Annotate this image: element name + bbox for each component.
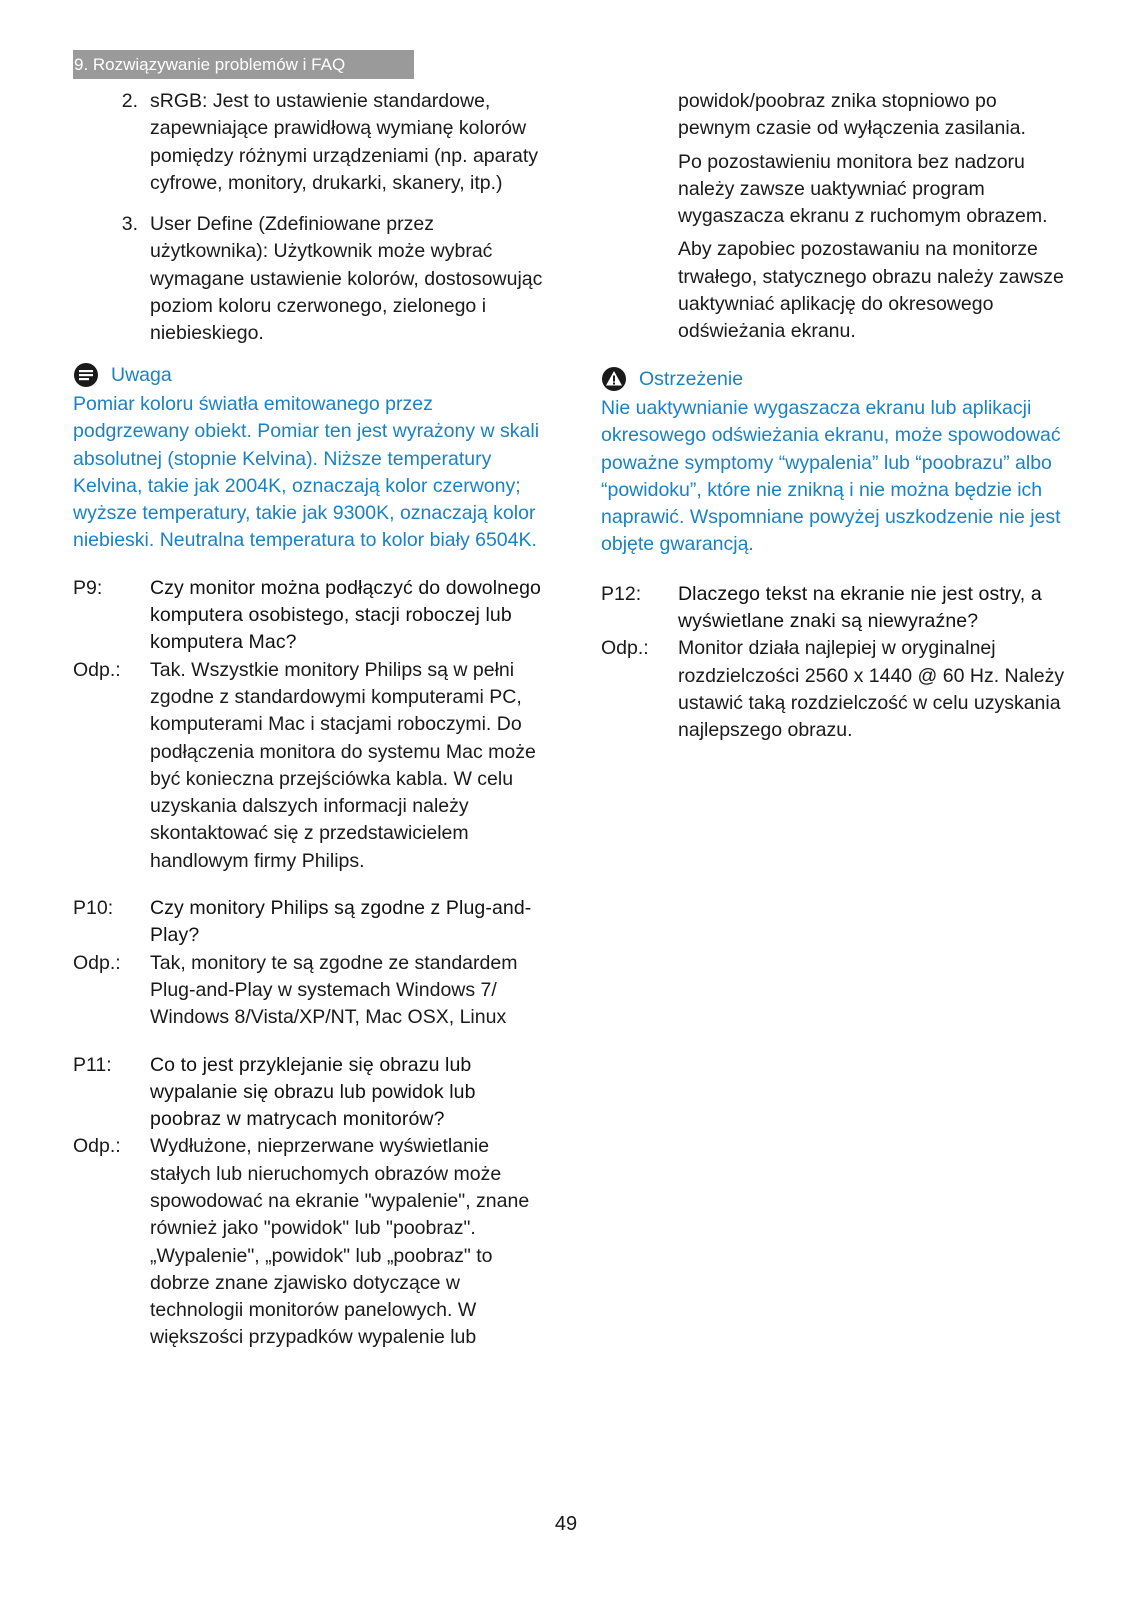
answer-label: Odp.: [73,1135,121,1158]
question-text: Czy monitory Philips są zgodne z Plug-and-Play? [150,897,532,947]
section-title: 9. Rozwiązywanie problemów i FAQ [74,55,346,74]
note-icon [73,362,99,388]
question-text: Co to jest przyklejanie się obrazu lub wypalanie się obrazu lub powidok lub poobraz w matrycach monitorów? [150,1053,476,1131]
left-column [73,88,543,1352]
list-text: User Define (Zdefiniowane przez użytkownika): Użytkownik może wybrać wymagane ustawienie kolorów, dostosowując poziom koloru czerwonego, zielonego i niebieskiego. [150,213,543,345]
answer-label: Odp.: [73,951,121,974]
question-label: P9: [73,576,103,599]
faq-p11 [73,1052,543,1352]
faq-p12 [601,581,1071,745]
list-item [73,211,543,347]
warning-heading [601,366,1071,393]
note-title: Uwaga [111,363,172,386]
answer-text: Tak. Wszystkie monitory Philips są w pełni zgodne z standardowymi komputerami PC, komputerami Mac i stacjami roboczymi. Do podłączenia monitora do systemu Mac może być konieczna przejściówka kabla. W celu uzyskania dalszych informacji należy skontaktować się z przedstawicielem handlowym firmy Philips. [150,658,536,872]
warning-title: Ostrzeżenie [639,367,744,390]
list-text: sRGB: Jest to ustawienie standardowe, zapewniające prawidłową wymianę kolorów pomiędzy różnymi urządzeniami (np. aparaty cyfrowe, monitory, drukarki, skanery, itp.) [150,90,539,194]
answer-label: Odp.: [601,637,649,660]
list-item [73,88,543,197]
note-text: Pomiar koloru światła emitowanego przez podgrzewany obiekt. Pomiar ten jest wyrażony w skali absolutnej (stopnie Kelvina). Niższe temperatury Kelvina, takie jak 2004K, oznaczają kolor czerwony; wyższe temperatury, takie jak 9300K, oznaczają kolor niebieski. Neutralna temperatura to kolor biały 6504K. [73,392,540,552]
answer-text: Wydłużone, nieprzerwane wyświetlanie stałych lub nieruchomych obrazów może spowodować na ekranie "wypalenie", znane również jako "powidok" lub "poobraz". „Wypalenie", „powidok" lub „poobraz" to dobrze znane zjawisko dotyczące w technologii monitorów panelowych. W większości przypadków wypalenie lub [150,1135,530,1349]
page-number: 49 [554,1513,578,1535]
section-header [73,50,414,79]
note-heading [73,362,543,389]
paragraph: powidok/poobraz znika stopniowo po pewnym czasie od wyłączenia zasilania. [678,90,1026,140]
question-label: P10: [73,897,114,920]
question-label: P12: [601,582,642,605]
list-number: 2. [121,90,138,112]
warning-text: Nie uaktywnianie wygaszacza ekranu lub aplikacji okresowego odświeżania ekranu, może spowodować poważne symptomy “wypalenia” lub “poobrazu” albo “powidoku”, które nie znikną i nie można będzie ich naprawić. Wspomniane powyżej uszkodzenie nie jest objęte gwarancją. [601,396,1061,556]
answer-text: Tak, monitory te są zgodne ze standardem Plug-and-Play w systemach Windows 7/ Windows 8/Vista/XP/NT, Mac OSX, Linux [150,951,518,1029]
question-text: Czy monitor można podłączyć do dowolnego komputera osobistego, stacji roboczej lub komputera Mac? [150,576,541,654]
answer-text: Monitor działa najlepiej w oryginalnej rozdzielczości 2560 x 1440 @ 60 Hz. Należy ustawić taką rozdzielczość w celu uzyskania najlepszego obrazu. [678,637,1065,742]
answer-label: Odp.: [73,658,121,681]
list-number: 3. [121,213,138,236]
question-label: P11: [73,1053,112,1076]
warning-icon [601,366,627,392]
right-column [601,88,1071,745]
faq-p9 [73,575,543,875]
faq-p10 [73,895,543,1031]
question-text: Dlaczego tekst na ekranie nie jest ostry, a wyświetlane znaki są niewyraźne? [678,582,1042,633]
paragraph: Po pozostawieniu monitora bez nadzoru należy zawsze uaktywniać program wygaszacza ekranu z ruchomym obrazem. [678,150,1048,228]
paragraph: Aby zapobiec pozostawaniu na monitorze trwałego, statycznego obrazu należy zawsze uaktywniać aplikację do okresowego odświeżania ekranu. [678,238,1064,343]
